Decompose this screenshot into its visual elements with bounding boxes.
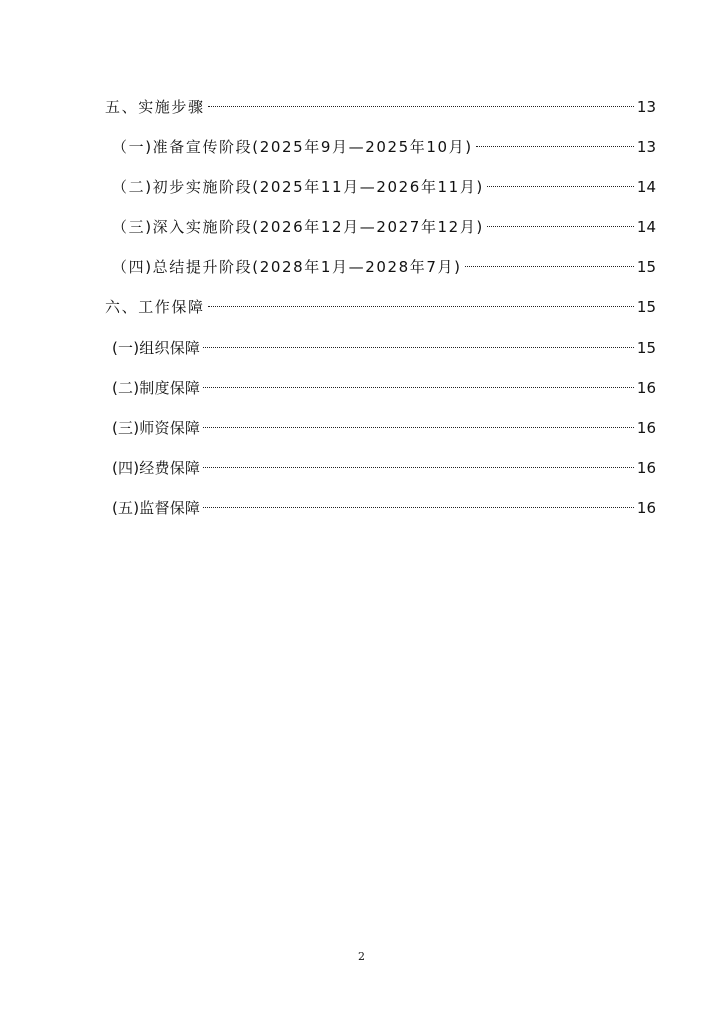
toc-entry-label: (三)师资保障 [112, 419, 201, 437]
dot-leader [476, 146, 634, 147]
toc-entry-6-1[interactable] [112, 336, 656, 360]
toc-entry-6-2[interactable] [112, 376, 656, 400]
toc-entry-page: 15 [636, 258, 656, 276]
toc-entry-6-5[interactable] [112, 496, 656, 520]
toc-entry-page: 16 [636, 419, 656, 437]
toc-entry-label: （三)深入实施阶段(2026年12月—2027年12月) [112, 218, 484, 236]
dot-leader [465, 266, 634, 267]
toc-entry-label: (五)监督保障 [112, 499, 201, 517]
dot-leader [487, 226, 634, 227]
toc-entry-label: （一)准备宣传阶段(2025年9月—2025年10月) [112, 138, 473, 156]
toc-entry-page: 16 [636, 499, 656, 517]
toc-entry-page: 15 [636, 339, 656, 357]
dot-leader [203, 507, 634, 508]
toc-entry-page: 13 [636, 98, 656, 116]
toc-entry-page: 15 [636, 298, 656, 316]
page-number: 2 [358, 950, 365, 963]
toc-entry-5-1[interactable] [112, 135, 656, 159]
toc-entry-6-4[interactable] [112, 456, 656, 480]
toc-entry-label: （二)初步实施阶段(2025年11月—2026年11月) [112, 178, 484, 196]
toc-entry-page: 16 [636, 459, 656, 477]
toc-entry-label: (四)经费保障 [112, 459, 201, 477]
dot-leader [487, 186, 634, 187]
toc-entry-section-5[interactable] [105, 95, 656, 119]
toc-entry-label: (一)组织保障 [112, 339, 201, 357]
toc-entry-label: （四)总结提升阶段(2028年1月—2028年7月) [112, 258, 462, 276]
toc-entry-5-3[interactable] [112, 215, 656, 239]
toc-entry-page: 14 [636, 218, 656, 236]
dot-leader [208, 106, 634, 107]
toc-entry-5-2[interactable] [112, 175, 656, 199]
toc-entry-page: 13 [636, 138, 656, 156]
dot-leader [203, 467, 634, 468]
toc-entry-6-3[interactable] [112, 416, 656, 440]
toc-entry-label: 六、工作保障 [105, 298, 205, 316]
toc-entry-label: (二)制度保障 [112, 379, 201, 397]
toc-entry-page: 14 [636, 178, 656, 196]
dot-leader [203, 347, 634, 348]
dot-leader [203, 427, 634, 428]
toc-entry-page: 16 [636, 379, 656, 397]
toc-entry-5-4[interactable] [112, 255, 656, 279]
dot-leader [208, 306, 634, 307]
toc-entry-section-6[interactable] [105, 295, 656, 319]
toc-entry-label: 五、实施步骤 [105, 98, 205, 116]
dot-leader [203, 387, 634, 388]
